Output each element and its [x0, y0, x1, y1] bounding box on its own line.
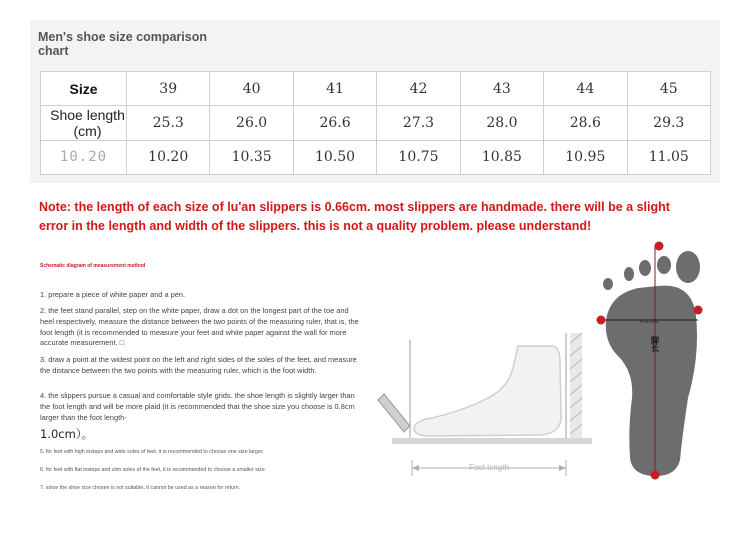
toe: [657, 256, 671, 274]
measurement-illustration: [370, 238, 715, 488]
foot-side-view: [414, 346, 561, 436]
row3-cell: 10.50: [293, 140, 376, 174]
row3-cell: 10.95: [544, 140, 627, 174]
step-3: 3. draw a point at the widest point on the left and right sides of the soles of the feet, and measure the distance between the two points with the measuring ruler, which is the foot width.: [40, 355, 357, 375]
slipper-note: Note: the length of each size of lu'an slippers is 0.66cm. most slippers are handmade. there will be a slight error in the length and width of the slippers. this is not a quality problem. please understand!: [39, 200, 670, 233]
size-cell: 45: [627, 72, 710, 106]
table-row: [41, 106, 711, 140]
row3-header: 10.20: [41, 140, 127, 174]
length-cell: 26.0: [210, 106, 293, 140]
foot-width-label: Foot width: [640, 319, 659, 324]
right-width-dot: [694, 306, 703, 315]
step-1: 1. prepare a piece of white paper and a pen.: [40, 290, 186, 299]
length-cell: 28.6: [544, 106, 627, 140]
step-7: 7. since the shoe size chosen is not suitable, it cannot be used as a reason for return.: [40, 485, 241, 491]
toe: [639, 260, 651, 276]
table-row: [41, 72, 711, 106]
size-cell: 40: [210, 72, 293, 106]
size-cell: 39: [127, 72, 210, 106]
sole-shape: [606, 286, 697, 476]
sole-length-label: 脚长: [650, 336, 660, 352]
size-cell: 41: [293, 72, 376, 106]
size-cell: 42: [377, 72, 460, 106]
size-table: [40, 71, 711, 175]
step-4: 4. the slippers pursue a casual and comfortable style grids. the shoe length is slightly larger than the foot length and will be more plaid (it is recommended that the shoe size you choose is 0.8cm larger than the foot length-: [40, 391, 355, 422]
row3-cell: 10.85: [460, 140, 543, 174]
step-6: 6. for feet with flat insteps and slim soles of the feet, it is recommended to choose a smaller size.: [40, 467, 267, 473]
heel-dot: [651, 471, 660, 480]
size-cell: 44: [544, 72, 627, 106]
shoe-length-header: Shoe length (cm): [41, 106, 127, 140]
toe: [624, 267, 634, 281]
step-2: 2. the feet stand parallel, step on the white paper, draw a dot on the longest part of the toe and heel respectively, measure the distance between the two points of the measuring ruler, that is, the foot length (it is recommended to measure your feet and white paper against the wall for more accurate measurement. □: [40, 306, 359, 348]
length-cell: 27.3: [377, 106, 460, 140]
length-cell: 29.3: [627, 106, 710, 140]
length-cell: 28.0: [460, 106, 543, 140]
left-width-dot: [597, 316, 606, 325]
row3-cell: 10.75: [377, 140, 460, 174]
floor: [392, 438, 592, 444]
foot-length-label: Foot length: [468, 463, 510, 472]
chart-title: Men's shoe size comparison chart: [38, 30, 207, 58]
length-cell: 26.6: [293, 106, 376, 140]
side-view: [378, 333, 592, 476]
method-title: Schematic diagram of measurement method: [40, 263, 146, 269]
sole-view: [597, 242, 703, 480]
size-chart-panel: [30, 20, 720, 183]
step-5: 5. for feet with high insteps and wide soles of feet, it is recommended to choose one size larger.: [40, 449, 264, 455]
row3-cell: 10.20: [127, 140, 210, 174]
size-header: Size: [41, 72, 127, 106]
toe: [603, 278, 613, 290]
pen-icon: [378, 394, 410, 432]
table-row: [41, 140, 711, 174]
row3-cell: 11.05: [627, 140, 710, 174]
toe-dot: [655, 242, 664, 251]
row3-cell: 10.35: [210, 140, 293, 174]
toe-big: [676, 251, 700, 283]
step-4-tail: 1.0cm）。: [40, 427, 94, 441]
size-cell: 43: [460, 72, 543, 106]
length-cell: 25.3: [127, 106, 210, 140]
wall: [570, 333, 582, 438]
